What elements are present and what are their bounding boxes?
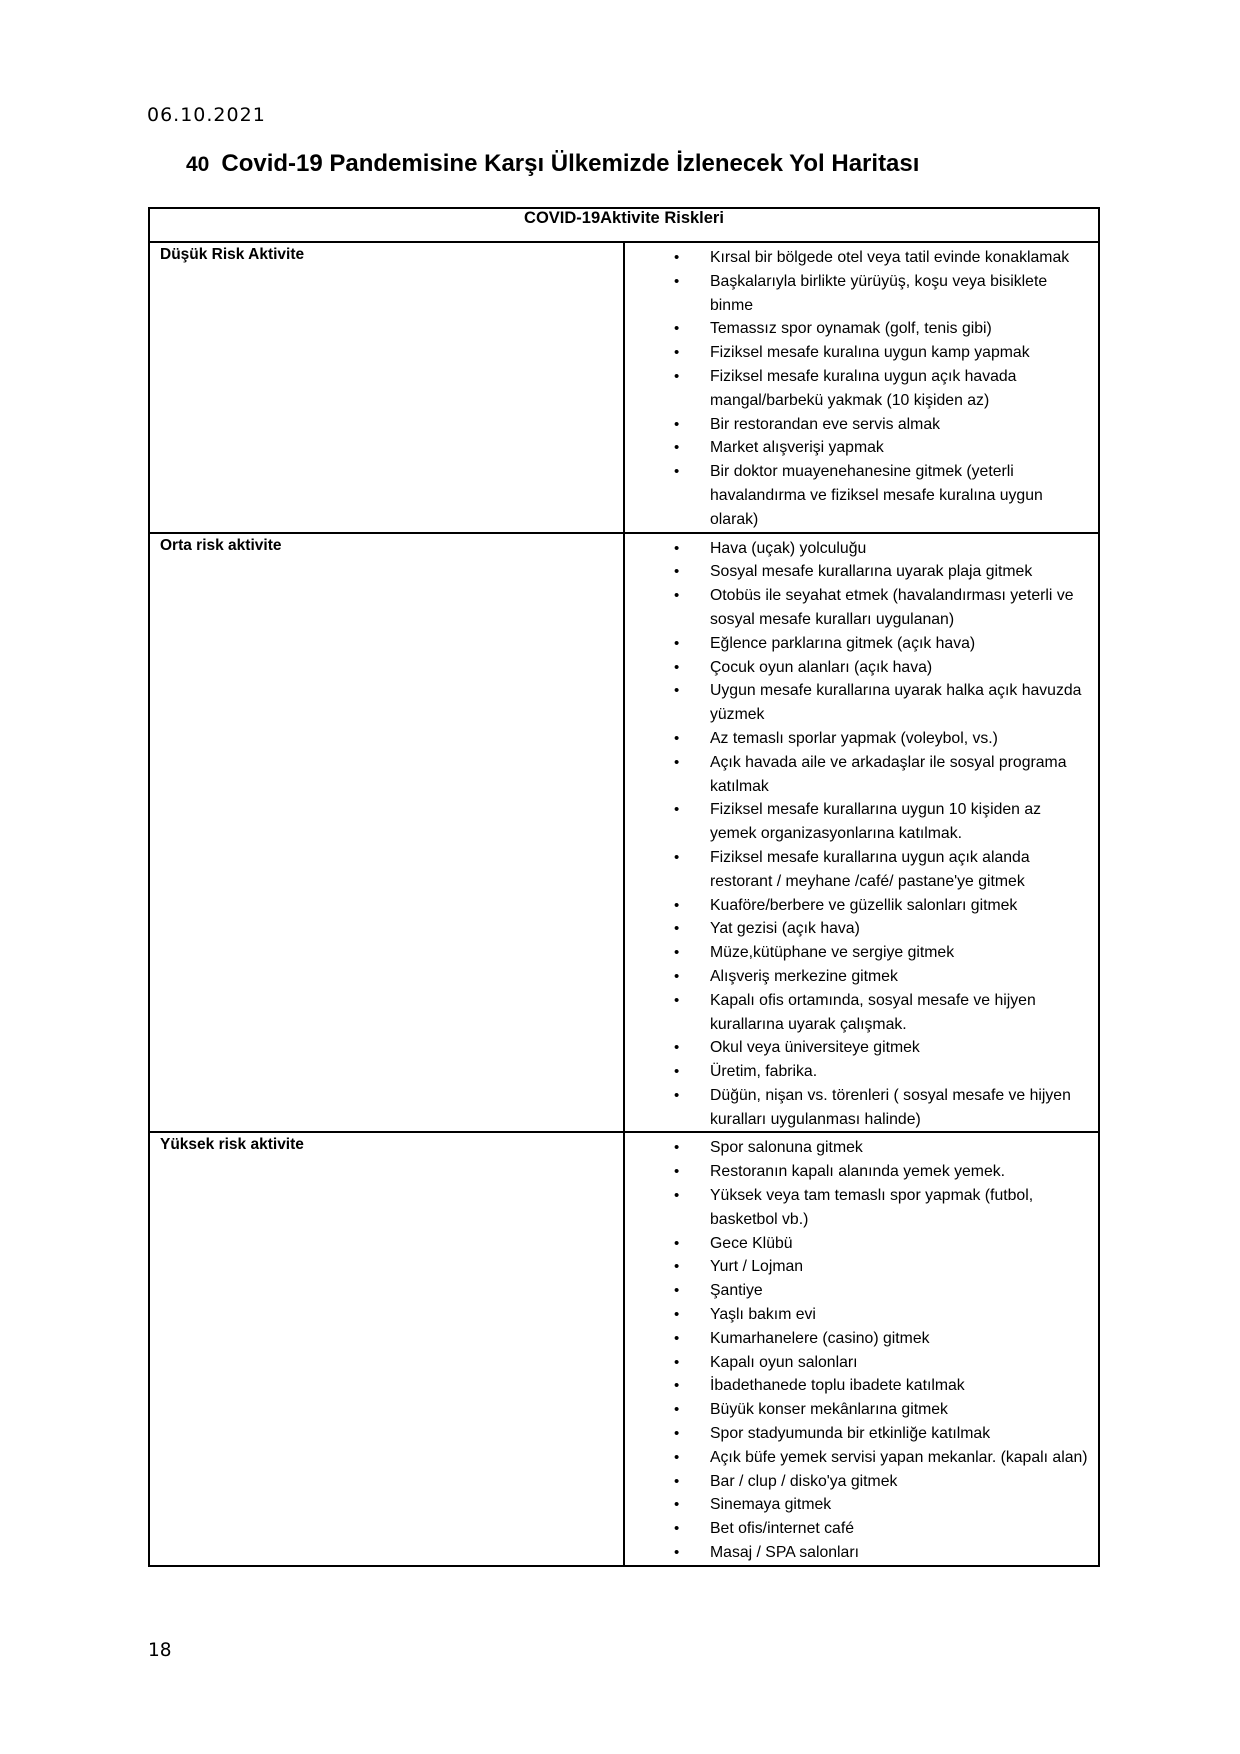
activity-item: • Bir restorandan eve servis almak [625, 413, 1090, 437]
activity-item: • Fiziksel mesafe kurallarına uygun 10 kişiden az yemek organizasyonlarına katılmak. [625, 798, 1090, 846]
activity-item: • Spor stadyumunda bir etkinliğe katılmak [625, 1422, 1090, 1446]
activity-cell-medium [624, 533, 1099, 1133]
activity-list [625, 537, 1090, 1132]
activity-list [625, 246, 1090, 532]
activity-item: • Sosyal mesafe kurallarına uyarak plaja gitmek [625, 560, 1090, 584]
activity-item: • Şantiye [625, 1279, 1090, 1303]
activity-item: • Spor salonuna gitmek [625, 1136, 1090, 1160]
activity-item: • Düğün, nişan vs. törenleri ( sosyal mesafe ve hijyen kuralları uygulanması halinde) [625, 1084, 1090, 1132]
activity-item: • Fiziksel mesafe kurallarına uygun açık alanda restorant / meyhane /café/ pastane'ye gitmek [625, 846, 1090, 894]
activity-item: • Yat gezisi (açık hava) [625, 917, 1090, 941]
section-number: 40 [186, 153, 210, 176]
activity-item: • Eğlence parklarına gitmek (açık hava) [625, 632, 1090, 656]
table-row-medium-risk [149, 533, 1099, 1133]
activity-item: • Büyük konser mekânlarına gitmek [625, 1398, 1090, 1422]
activity-item: • Kumarhanelere (casino) gitmek [625, 1327, 1090, 1351]
activity-item: • Fiziksel mesafe kuralına uygun kamp yapmak [625, 341, 1090, 365]
table-row-low-risk [149, 242, 1099, 533]
activity-item: • Açık havada aile ve arkadaşlar ile sosyal programa katılmak [625, 751, 1090, 799]
risk-category-high: Yüksek risk aktivite [149, 1132, 624, 1565]
activity-item: • Sinemaya gitmek [625, 1493, 1090, 1517]
activity-item: • Bet ofis/internet café [625, 1517, 1090, 1541]
activity-item: • Uygun mesafe kurallarına uyarak halka açık havuzda yüzmek [625, 679, 1090, 727]
table-row-high-risk [149, 1132, 1099, 1565]
section-title [186, 150, 919, 178]
activity-cell-low [624, 242, 1099, 533]
activity-item: • Başkalarıyla birlikte yürüyüş, koşu veya bisiklete binme [625, 270, 1090, 318]
activity-item: • Açık büfe yemek servisi yapan mekanlar. (kapalı alan) [625, 1446, 1090, 1470]
activity-item: • Restoranın kapalı alanında yemek yemek. [625, 1160, 1090, 1184]
activity-item: • Müze,kütüphane ve sergiye gitmek [625, 941, 1090, 965]
activity-item: • Çocuk oyun alanları (açık hava) [625, 656, 1090, 680]
activity-item: • Kapalı ofis ortamında, sosyal mesafe ve hijyen kurallarına uyarak çalışmak. [625, 989, 1090, 1037]
activity-item: • İbadethanede toplu ibadete katılmak [625, 1374, 1090, 1398]
activity-item: • Kuaföre/berbere ve güzellik salonları gitmek [625, 894, 1090, 918]
activity-item: • Okul veya üniversiteye gitmek [625, 1036, 1090, 1060]
activity-risk-table [148, 207, 1100, 1567]
activity-item: • Yüksek veya tam temaslı spor yapmak (futbol, basketbol vb.) [625, 1184, 1090, 1232]
activity-item: • Yaşlı bakım evi [625, 1303, 1090, 1327]
document-date: 06.10.2021 [147, 104, 266, 126]
activity-cell-high [624, 1132, 1099, 1565]
activity-item: • Masaj / SPA salonları [625, 1541, 1090, 1565]
activity-item: • Bir doktor muayenehanesine gitmek (yeterli havalandırma ve fiziksel mesafe kuralına uygun olarak) [625, 460, 1090, 531]
activity-item: • Bar / clup / disko'ya gitmek [625, 1470, 1090, 1494]
table-heading: COVID-19Aktivite Riskleri [149, 208, 1099, 242]
activity-list [625, 1136, 1090, 1564]
activity-item: • Yurt / Lojman [625, 1255, 1090, 1279]
risk-category-low: Düşük Risk Aktivite [149, 242, 624, 533]
risk-category-medium: Orta risk aktivite [149, 533, 624, 1133]
activity-item: • Kırsal bir bölgede otel veya tatil evinde konaklamak [625, 246, 1090, 270]
section-title-text: Covid-19 Pandemisine Karşı Ülkemizde İzlenecek Yol Haritası [221, 150, 920, 177]
activity-item: • Gece Klübü [625, 1232, 1090, 1256]
activity-item: • Hava (uçak) yolculuğu [625, 537, 1090, 561]
activity-item: • Temassız spor oynamak (golf, tenis gibi) [625, 317, 1090, 341]
activity-item: • Alışveriş merkezine gitmek [625, 965, 1090, 989]
activity-item: • Otobüs ile seyahat etmek (havalandırması yeterli ve sosyal mesafe kuralları uygulanan) [625, 584, 1090, 632]
activity-item: • Fiziksel mesafe kuralına uygun açık havada mangal/barbekü yakmak (10 kişiden az) [625, 365, 1090, 413]
page-number: 18 [148, 1640, 172, 1661]
activity-item: • Market alışverişi yapmak [625, 436, 1090, 460]
activity-item: • Kapalı oyun salonları [625, 1351, 1090, 1375]
activity-item: • Üretim, fabrika. [625, 1060, 1090, 1084]
activity-item: • Az temaslı sporlar yapmak (voleybol, vs.) [625, 727, 1090, 751]
